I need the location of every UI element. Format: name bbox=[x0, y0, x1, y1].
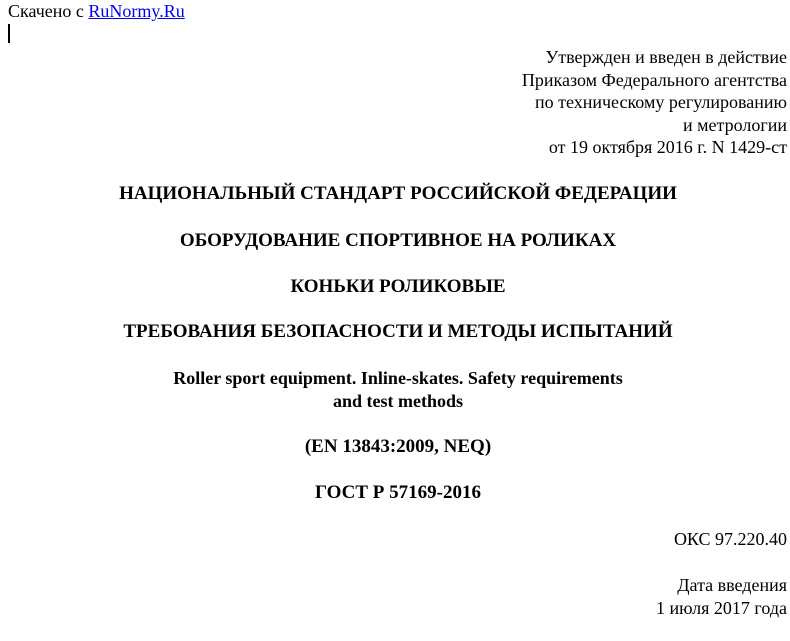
english-title-line: and test methods bbox=[332, 391, 463, 411]
standard-subtitle-equipment: ОБОРУДОВАНИЕ СПОРТИВНОЕ НА РОЛИКАХ bbox=[179, 230, 617, 251]
english-title bbox=[0, 367, 790, 413]
standard-main-title: НАЦИОНАЛЬНЫЙ СТАНДАРТ РОССИЙСКОЙ ФЕДЕРАЦИИ bbox=[119, 183, 677, 204]
source-prefix: Скачено с bbox=[8, 1, 89, 21]
oks-code: ОКС 97.220.40 bbox=[673, 529, 787, 549]
source-link[interactable]: RuNormy.Ru bbox=[88, 1, 185, 21]
approval-line: от 19 октября 2016 г. N 1429-ст bbox=[548, 137, 787, 157]
introduction-date: 1 июля 2017 года bbox=[656, 597, 787, 618]
approval-line: Приказом Федерального агентства bbox=[521, 69, 787, 90]
approval-block bbox=[522, 46, 787, 159]
introduction-label: Дата введения bbox=[677, 575, 787, 595]
english-title-line: Roller sport equipment. Inline-skates. Safety requirements bbox=[173, 368, 623, 388]
standard-reference: (EN 13843:2009, NEQ) bbox=[304, 436, 492, 457]
approval-line: по техническому регулированию bbox=[534, 92, 787, 112]
standard-subtitle-requirements: ТРЕБОВАНИЯ БЕЗОПАСНОСТИ И МЕТОДЫ ИСПЫТАНИЙ bbox=[123, 321, 673, 342]
standard-designation: ГОСТ Р 57169-2016 bbox=[315, 482, 481, 503]
text-cursor bbox=[8, 24, 10, 43]
source-line bbox=[8, 0, 185, 22]
approval-line: и метрологии bbox=[683, 114, 787, 135]
approval-line: Утвержден и введен в действие bbox=[545, 47, 787, 67]
introduction-date-block bbox=[656, 574, 787, 619]
standard-subtitle-skates: КОНЬКИ РОЛИКОВЫЕ bbox=[290, 276, 506, 297]
